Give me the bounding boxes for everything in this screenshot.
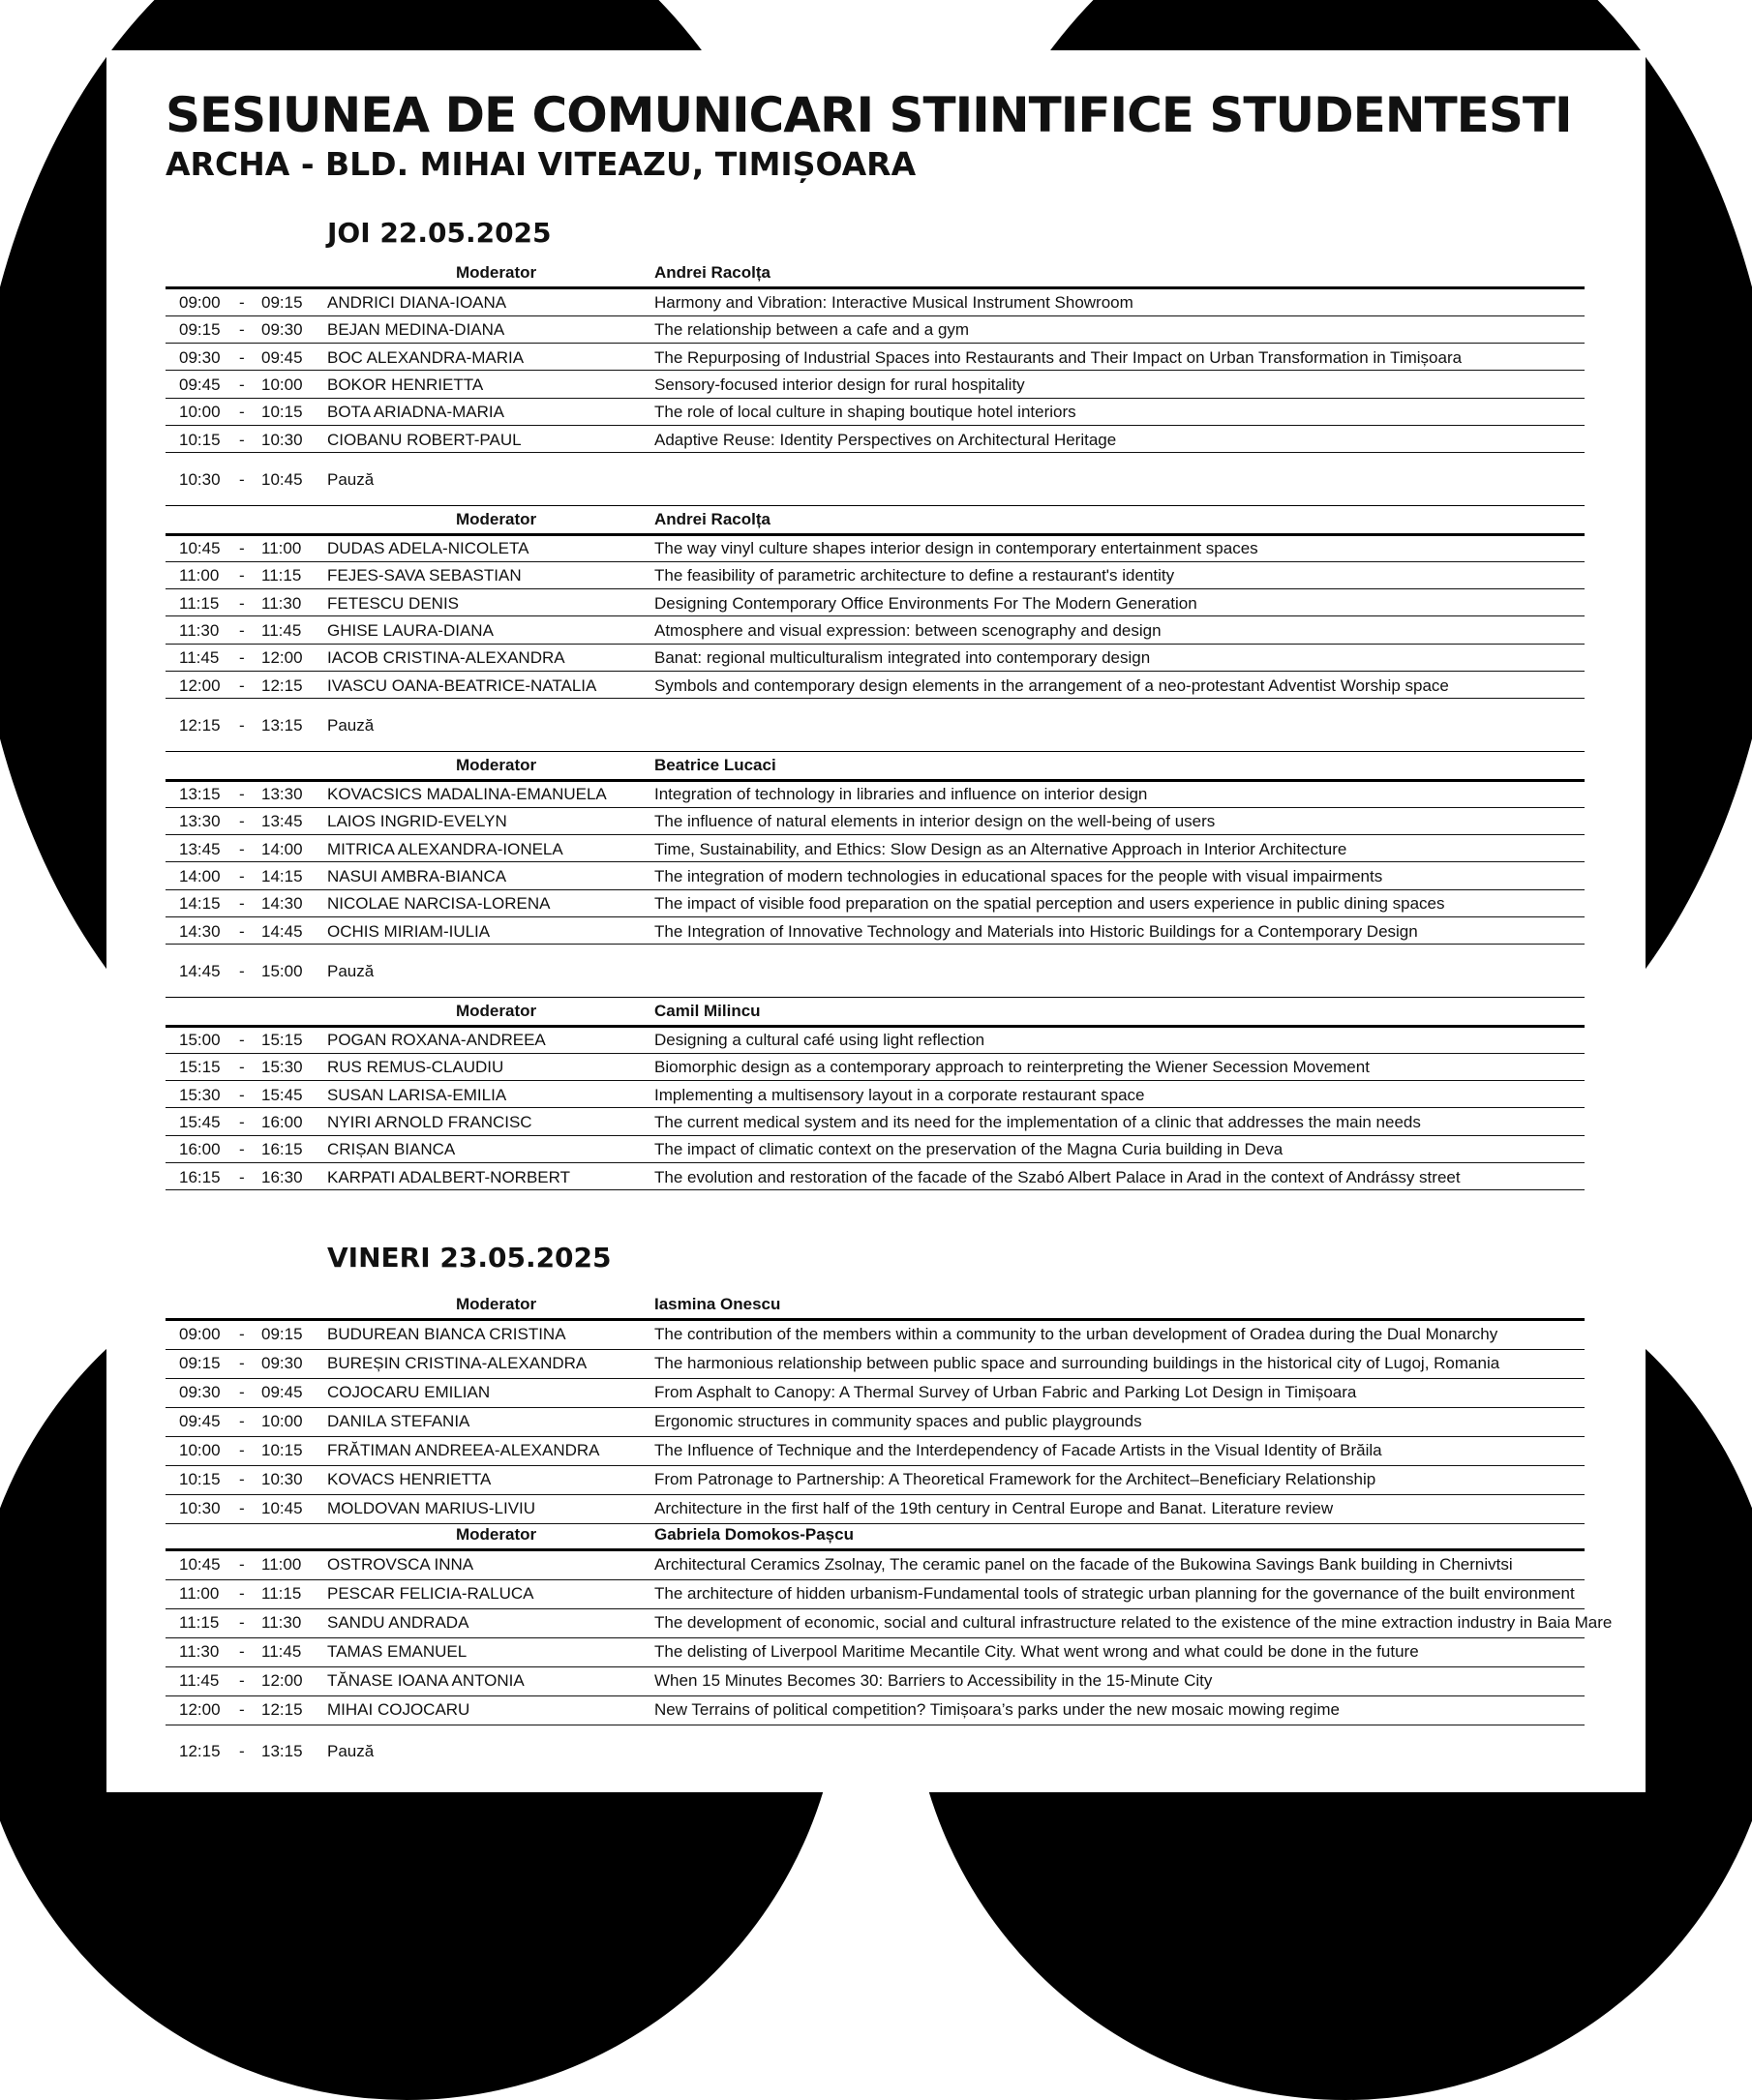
- time-separator: -: [239, 1354, 245, 1372]
- time-separator: -: [239, 1167, 245, 1186]
- schedule-row: [166, 1136, 1585, 1163]
- schedule-row: [166, 345, 1585, 372]
- end-time: 10:30: [261, 430, 303, 449]
- time-separator: -: [239, 894, 245, 914]
- start-time: 09:00: [179, 1325, 221, 1343]
- time-separator: -: [239, 593, 245, 613]
- time-separator: -: [239, 320, 245, 340]
- presentation-topic: The harmonious relationship between public space and surrounding buildings in the historical city of Lugoj, Romania: [654, 1354, 1500, 1372]
- presentation-topic: The impact of visible food preparation on the spatial perception and users experience in public dining spaces: [654, 894, 1445, 914]
- end-time: 11:45: [261, 620, 302, 640]
- start-time: 14:30: [179, 921, 221, 941]
- schedule-row: [166, 1408, 1585, 1437]
- schedule-row: [166, 645, 1585, 672]
- start-time: 14:00: [179, 866, 221, 885]
- student-name: MIHAI COJOCARU: [327, 1700, 470, 1719]
- presentation-topic: The feasibility of parametric architecture to define a restaurant's identity: [654, 566, 1175, 585]
- time-separator: -: [239, 648, 245, 668]
- presentation-topic: Designing Contemporary Office Environments For The Modern Generation: [654, 593, 1197, 613]
- schedule-row: [166, 673, 1585, 700]
- end-time: 12:15: [261, 675, 303, 695]
- schedule-row: [166, 808, 1585, 835]
- presentation-topic: The current medical system and its need for the implementation of a clinic that addresses the main needs: [654, 1112, 1421, 1131]
- start-time: 13:45: [179, 839, 221, 858]
- start-time: 10:30: [179, 1499, 221, 1517]
- moderator-label: Moderator: [456, 263, 537, 282]
- end-time: 14:15: [261, 866, 303, 885]
- time-separator: -: [239, 1613, 245, 1632]
- schedule-row: [166, 1696, 1585, 1725]
- end-time: 11:00: [261, 1555, 302, 1574]
- start-time: 10:15: [179, 430, 221, 449]
- presentation-topic: The evolution and restoration of the facade of the Szabó Albert Palace in Arad in the context of Andrássy street: [654, 1167, 1461, 1186]
- start-time: 09:00: [179, 293, 221, 312]
- presentation-topic: The impact of climatic context on the preservation of the Magna Curia building in Deva: [654, 1140, 1284, 1159]
- moderator-name: Iasmina Onescu: [654, 1295, 781, 1313]
- start-time: 13:15: [179, 785, 221, 803]
- time-separator: -: [239, 403, 245, 422]
- end-time: 09:30: [261, 320, 303, 340]
- schedule-row: [166, 1580, 1585, 1609]
- time-separator: -: [239, 1671, 245, 1690]
- schedule-row: [166, 535, 1585, 562]
- start-time: 11:45: [179, 1671, 220, 1690]
- pause-row: [166, 1738, 1585, 1763]
- pause-row: [166, 958, 1585, 983]
- schedule-row: [166, 562, 1585, 589]
- schedule-row: [166, 372, 1585, 399]
- student-name: TAMAS EMANUEL: [327, 1642, 468, 1661]
- pause-end-time: 13:15: [261, 715, 303, 735]
- presentation-topic: The Influence of Technique and the Interdependency of Facade Artists in the Visual Identity of Brăila: [654, 1441, 1382, 1459]
- start-time: 15:45: [179, 1112, 221, 1131]
- time-separator: -: [239, 375, 245, 394]
- student-name: DANILA STEFANIA: [327, 1412, 470, 1430]
- student-name: KOVACS HENRIETTA: [327, 1470, 492, 1488]
- time-separator: -: [239, 1412, 245, 1430]
- moderator-label: Moderator: [456, 510, 537, 528]
- moderator-row: [166, 751, 1585, 782]
- start-time: 11:00: [179, 1584, 220, 1603]
- presentation-topic: The development of economic, social and cultural infrastructure related to the existence of the mine extraction industry in Baia Mare: [654, 1613, 1613, 1632]
- start-time: 11:45: [179, 648, 220, 668]
- schedule-row: [166, 918, 1585, 945]
- end-time: 10:30: [261, 1470, 303, 1488]
- schedule-row: [166, 1082, 1585, 1109]
- presentation-topic: The delisting of Liverpool Maritime Mecantile City. What went wrong and what could be done in the future: [654, 1642, 1419, 1661]
- end-time: 09:45: [261, 1383, 303, 1401]
- schedule-row: [166, 836, 1585, 863]
- student-name: OSTROVSCA INNA: [327, 1555, 474, 1574]
- start-time: 16:15: [179, 1167, 221, 1186]
- student-name: IVASCU OANA-BEATRICE-NATALIA: [327, 675, 597, 695]
- presentation-topic: Biomorphic design as a contemporary approach to reinterpreting the Wiener Secession Movement: [654, 1058, 1370, 1077]
- presentation-topic: The relationship between a cafe and a gym: [654, 320, 970, 340]
- student-name: TĂNASE IOANA ANTONIA: [327, 1671, 525, 1690]
- time-separator: -: [239, 1058, 245, 1077]
- pause-row: [166, 712, 1585, 737]
- time-separator: -: [239, 1700, 245, 1719]
- presentation-topic: Architecture in the first half of the 19th century in Central Europe and Banat. Literature review: [654, 1499, 1334, 1517]
- time-separator: -: [239, 1499, 245, 1517]
- schedule-row: [166, 1609, 1613, 1638]
- schedule-row: [166, 316, 1585, 344]
- moderator-name: Camil Milincu: [654, 1002, 761, 1020]
- moderator-name: Andrei Racolța: [654, 263, 770, 282]
- moderator-label: Moderator: [456, 1295, 537, 1313]
- schedule-row: [166, 863, 1585, 890]
- student-name: MOLDOVAN MARIUS-LIVIU: [327, 1499, 536, 1517]
- presentation-topic: Implementing a multisensory layout in a corporate restaurant space: [654, 1085, 1145, 1104]
- end-time: 10:15: [261, 1441, 303, 1459]
- student-name: CIOBANU ROBERT-PAUL: [327, 430, 522, 449]
- time-separator: -: [239, 1383, 245, 1401]
- start-time: 09:45: [179, 375, 221, 394]
- end-time: 09:45: [261, 347, 303, 367]
- end-time: 13:45: [261, 812, 303, 831]
- presentation-topic: New Terrains of political competition? Timișoara’s parks under the new mosaic mowing regime: [654, 1700, 1341, 1719]
- time-separator: -: [239, 1584, 245, 1603]
- student-name: GHISE LAURA-DIANA: [327, 620, 494, 640]
- pause-end-time: 13:15: [261, 1742, 303, 1760]
- pause-label: Pauză: [327, 961, 375, 980]
- pause-label: Pauză: [327, 1742, 375, 1760]
- moderator-label: Moderator: [456, 756, 537, 774]
- student-name: OCHIS MIRIAM-IULIA: [327, 921, 491, 941]
- time-separator: -: [239, 715, 245, 735]
- schedule-row: [166, 590, 1585, 617]
- end-time: 11:30: [261, 593, 302, 613]
- end-time: 12:00: [261, 648, 303, 668]
- page-title: SESIUNEA DE COMUNICARI STIINTIFICE STUDENTESTI: [166, 87, 1572, 143]
- start-time: 16:00: [179, 1140, 221, 1159]
- student-name: FRĂTIMAN ANDREEA-ALEXANDRA: [327, 1441, 600, 1459]
- time-separator: -: [239, 620, 245, 640]
- presentation-topic: The role of local culture in shaping boutique hotel interiors: [654, 403, 1076, 422]
- end-time: 10:00: [261, 1412, 303, 1430]
- start-time: 09:30: [179, 1383, 221, 1401]
- schedule-row: [166, 1466, 1585, 1495]
- moderator-name: Andrei Racolța: [654, 510, 770, 528]
- time-separator: -: [239, 469, 245, 489]
- pause-end-time: 10:45: [261, 469, 303, 489]
- time-separator: -: [239, 1031, 245, 1049]
- end-time: 16:15: [261, 1140, 303, 1159]
- presentation-topic: The integration of modern technologies in educational spaces for the people with visual impairments: [654, 866, 1383, 885]
- pause-label: Pauză: [327, 715, 375, 735]
- student-name: RUS REMUS-CLAUDIU: [327, 1058, 504, 1077]
- presentation-topic: The contribution of the members within a community to the urban development of Oradea during the Dual Monarchy: [654, 1325, 1498, 1343]
- moderator-name: Beatrice Lucaci: [654, 756, 776, 774]
- student-name: NICOLAE NARCISA-LORENA: [327, 894, 551, 914]
- student-name: COJOCARU EMILIAN: [327, 1383, 491, 1401]
- start-time: 10:45: [179, 1555, 221, 1574]
- venue-subtitle: ARCHA - BLD. MIHAI VITEAZU, TIMIȘOARA: [166, 145, 917, 183]
- time-separator: -: [239, 866, 245, 885]
- presentation-topic: Integration of technology in libraries and influence on interior design: [654, 785, 1148, 803]
- end-time: 15:15: [261, 1031, 303, 1049]
- time-separator: -: [239, 1441, 245, 1459]
- day-heading-friday: VINERI 23.05.2025: [327, 1242, 612, 1274]
- moderator-label: Moderator: [456, 1525, 537, 1544]
- student-name: PESCAR FELICIA-RALUCA: [327, 1584, 534, 1603]
- time-separator: -: [239, 812, 245, 831]
- start-time: 09:45: [179, 1412, 221, 1430]
- time-separator: -: [239, 1642, 245, 1661]
- schedule-row: [166, 617, 1585, 645]
- student-name: BEJAN MEDINA-DIANA: [327, 320, 505, 340]
- pause-start-time: 10:30: [179, 469, 221, 489]
- moderator-row: [166, 1521, 1585, 1551]
- student-name: BOKOR HENRIETTA: [327, 375, 484, 394]
- schedule-row: [166, 1164, 1585, 1191]
- student-name: BOC ALEXANDRA-MARIA: [327, 347, 525, 367]
- moderator-row: [166, 505, 1585, 536]
- start-time: 11:30: [179, 620, 220, 640]
- time-separator: -: [239, 921, 245, 941]
- presentation-topic: Architectural Ceramics Zsolnay, The ceramic panel on the facade of the Bukowina Savings Bank building in Chernivtsi: [654, 1555, 1513, 1574]
- start-time: 10:00: [179, 1441, 221, 1459]
- pause-start-time: 12:15: [179, 1742, 221, 1760]
- schedule-row: [166, 289, 1585, 316]
- student-name: CRIȘAN BIANCA: [327, 1140, 456, 1159]
- start-time: 15:30: [179, 1085, 221, 1104]
- pause-label: Pauză: [327, 469, 375, 489]
- moderator-row: [166, 997, 1585, 1028]
- start-time: 15:00: [179, 1031, 221, 1049]
- student-name: IACOB CRISTINA-ALEXANDRA: [327, 648, 565, 668]
- end-time: 13:30: [261, 785, 303, 803]
- student-name: POGAN ROXANA-ANDREEA: [327, 1031, 546, 1049]
- time-separator: -: [239, 1140, 245, 1159]
- start-time: 11:00: [179, 566, 220, 585]
- presentation-topic: Adaptive Reuse: Identity Perspectives on Architectural Heritage: [654, 430, 1117, 449]
- student-name: KOVACSICS MADALINA-EMANUELA: [327, 785, 607, 803]
- student-name: SUSAN LARISA-EMILIA: [327, 1085, 507, 1104]
- time-separator: -: [239, 1742, 245, 1760]
- time-separator: -: [239, 293, 245, 312]
- start-time: 14:15: [179, 894, 221, 914]
- end-time: 09:30: [261, 1354, 303, 1372]
- student-name: ANDRICI DIANA-IOANA: [327, 293, 507, 312]
- presentation-topic: From Patronage to Partnership: A Theoretical Framework for the Architect–Beneficiary Relationship: [654, 1470, 1376, 1488]
- student-name: MITRICA ALEXANDRA-IONELA: [327, 839, 563, 858]
- schedule-row: [166, 781, 1585, 808]
- time-separator: -: [239, 675, 245, 695]
- time-separator: -: [239, 566, 245, 585]
- schedule-row: [166, 1437, 1585, 1466]
- start-time: 11:30: [179, 1642, 220, 1661]
- student-name: BUDUREAN BIANCA CRISTINA: [327, 1325, 566, 1343]
- schedule-row: [166, 399, 1585, 426]
- presentation-topic: The Repurposing of Industrial Spaces into Restaurants and Their Impact on Urban Transformation in Timișoara: [654, 347, 1463, 367]
- presentation-topic: The Integration of Innovative Technology and Materials into Historic Buildings for a Contemporary Design: [654, 921, 1418, 941]
- pause-end-time: 15:00: [261, 961, 303, 980]
- day-heading-thursday: JOI 22.05.2025: [327, 217, 552, 249]
- student-name: KARPATI ADALBERT-NORBERT: [327, 1167, 570, 1186]
- end-time: 14:30: [261, 894, 303, 914]
- schedule-row: [166, 1054, 1585, 1081]
- schedule-row: [166, 1350, 1585, 1379]
- end-time: 11:15: [261, 1584, 302, 1603]
- end-time: 16:00: [261, 1112, 303, 1131]
- presentation-topic: The influence of natural elements in interior design on the well-being of users: [654, 812, 1216, 831]
- time-separator: -: [239, 430, 245, 449]
- student-name: NYIRI ARNOLD FRANCISC: [327, 1112, 532, 1131]
- end-time: 09:15: [261, 1325, 303, 1343]
- presentation-topic: The way vinyl culture shapes interior design in contemporary entertainment spaces: [654, 539, 1258, 557]
- presentation-topic: Sensory-focused interior design for rural hospitality: [654, 375, 1025, 394]
- moderator-row: [166, 1291, 1585, 1321]
- start-time: 10:15: [179, 1470, 221, 1488]
- time-separator: -: [239, 347, 245, 367]
- schedule-row: [166, 1379, 1585, 1408]
- end-time: 14:45: [261, 921, 303, 941]
- start-time: 10:00: [179, 403, 221, 422]
- start-time: 13:30: [179, 812, 221, 831]
- schedule-row: [166, 1551, 1585, 1580]
- end-time: 15:45: [261, 1085, 303, 1104]
- start-time: 12:00: [179, 675, 221, 695]
- presentation-topic: When 15 Minutes Becomes 30: Barriers to Accessibility in the 15-Minute City: [654, 1671, 1213, 1690]
- time-separator: -: [239, 1555, 245, 1574]
- end-time: 11:30: [261, 1613, 302, 1632]
- presentation-topic: Designing a cultural café using light reflection: [654, 1031, 985, 1049]
- end-time: 16:30: [261, 1167, 303, 1186]
- end-time: 11:15: [261, 566, 302, 585]
- presentation-topic: Time, Sustainability, and Ethics: Slow Design as an Alternative Approach in Interior Architecture: [654, 839, 1347, 858]
- start-time: 11:15: [179, 593, 220, 613]
- end-time: 11:00: [261, 539, 302, 557]
- presentation-topic: Harmony and Vibration: Interactive Musical Instrument Showroom: [654, 293, 1133, 312]
- presentation-topic: Ergonomic structures in community spaces and public playgrounds: [654, 1412, 1142, 1430]
- student-name: BUREȘIN CRISTINA-ALEXANDRA: [327, 1354, 588, 1372]
- student-name: BOTA ARIADNA-MARIA: [327, 403, 504, 422]
- schedule-row: [166, 427, 1585, 454]
- end-time: 10:45: [261, 1499, 303, 1517]
- pause-start-time: 12:15: [179, 715, 221, 735]
- presentation-topic: Banat: regional multiculturalism integrated into contemporary design: [654, 648, 1151, 668]
- time-separator: -: [239, 1325, 245, 1343]
- moderator-label: Moderator: [456, 1002, 537, 1020]
- schedule-row: [166, 1495, 1585, 1524]
- time-separator: -: [239, 839, 245, 858]
- schedule-row: [166, 890, 1585, 917]
- end-time: 11:45: [261, 1642, 302, 1661]
- start-time: 12:00: [179, 1700, 221, 1719]
- schedule-row: [166, 1027, 1585, 1054]
- pause-row: [166, 466, 1585, 492]
- time-separator: -: [239, 1470, 245, 1488]
- student-name: DUDAS ADELA-NICOLETA: [327, 539, 529, 557]
- end-time: 14:00: [261, 839, 303, 858]
- start-time: 09:15: [179, 320, 221, 340]
- start-time: 09:15: [179, 1354, 221, 1372]
- schedule-row: [166, 1667, 1585, 1696]
- time-separator: -: [239, 539, 245, 557]
- start-time: 15:15: [179, 1058, 221, 1077]
- schedule-row: [166, 1638, 1585, 1667]
- start-time: 09:30: [179, 347, 221, 367]
- student-name: FEJES-SAVA SEBASTIAN: [327, 566, 522, 585]
- schedule-row: [166, 1321, 1585, 1350]
- time-separator: -: [239, 961, 245, 980]
- time-separator: -: [239, 1112, 245, 1131]
- start-time: 11:15: [179, 1613, 220, 1632]
- time-separator: -: [239, 1085, 245, 1104]
- moderator-row: [166, 259, 1585, 289]
- pause-start-time: 14:45: [179, 961, 221, 980]
- student-name: LAIOS INGRID-EVELYN: [327, 812, 507, 831]
- presentation-topic: From Asphalt to Canopy: A Thermal Survey of Urban Fabric and Parking Lot Design in Timișoara: [654, 1383, 1357, 1401]
- end-time: 15:30: [261, 1058, 303, 1077]
- presentation-topic: The architecture of hidden urbanism-Fundamental tools of strategic urban planning for the governance of the built environment: [654, 1584, 1575, 1603]
- end-time: 12:15: [261, 1700, 303, 1719]
- presentation-topic: Atmosphere and visual expression: between scenography and design: [654, 620, 1162, 640]
- presentation-topic: Symbols and contemporary design elements in the arrangement of a neo-protestant Adventist Worship space: [654, 675, 1449, 695]
- time-separator: -: [239, 785, 245, 803]
- schedule-row: [166, 1109, 1585, 1136]
- student-name: NASUI AMBRA-BIANCA: [327, 866, 507, 885]
- student-name: SANDU ANDRADA: [327, 1613, 469, 1632]
- student-name: FETESCU DENIS: [327, 593, 460, 613]
- start-time: 10:45: [179, 539, 221, 557]
- end-time: 12:00: [261, 1671, 303, 1690]
- end-time: 10:15: [261, 403, 303, 422]
- moderator-name: Gabriela Domokos-Pașcu: [654, 1525, 854, 1544]
- end-time: 10:00: [261, 375, 303, 394]
- end-time: 09:15: [261, 293, 303, 312]
